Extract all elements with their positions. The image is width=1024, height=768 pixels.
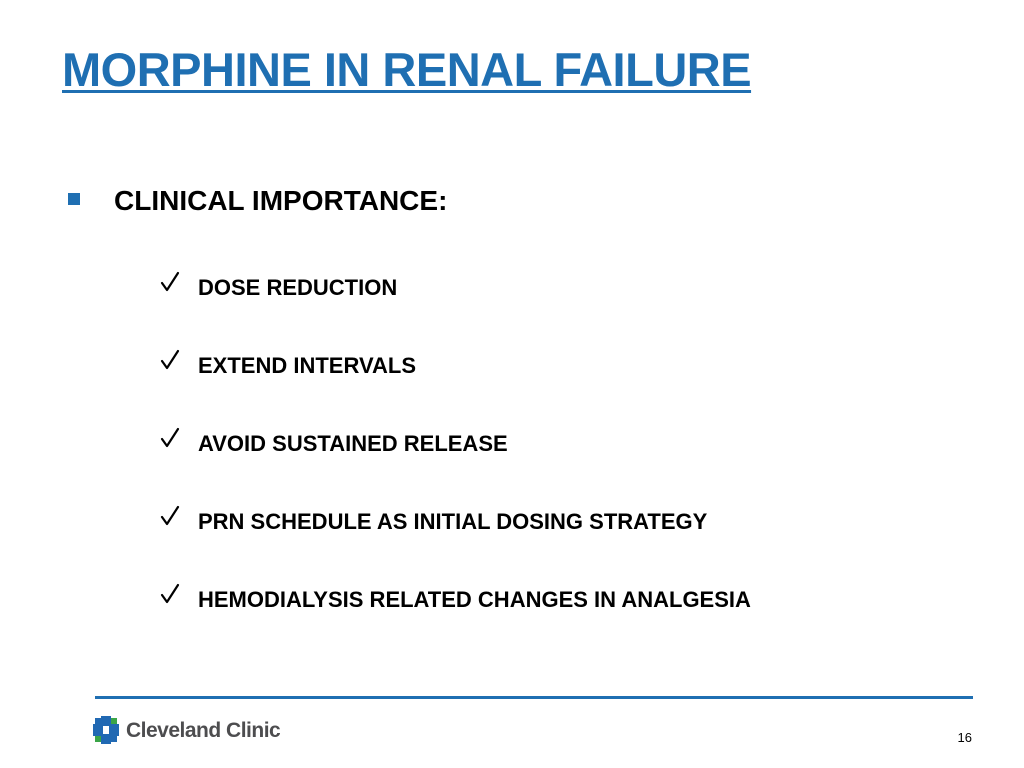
slide-title: MORPHINE IN RENAL FAILURE bbox=[62, 43, 752, 96]
checklist-item-text: AVOID SUSTAINED RELEASE bbox=[198, 431, 508, 456]
check-icon bbox=[160, 583, 180, 605]
checklist-item-text: HEMODIALYSIS RELATED CHANGES IN ANALGESIA bbox=[198, 587, 751, 612]
check-icon bbox=[160, 505, 180, 527]
check-icon bbox=[160, 427, 180, 449]
page-number: 16 bbox=[957, 730, 972, 745]
checklist-item-text: EXTEND INTERVALS bbox=[198, 353, 416, 378]
check-icon bbox=[160, 349, 180, 371]
checklist-item-text: DOSE REDUCTION bbox=[198, 275, 398, 300]
footer-divider bbox=[95, 696, 973, 699]
square-bullet-icon bbox=[68, 193, 80, 205]
logo-text: Cleveland Clinic bbox=[126, 719, 281, 742]
check-icon bbox=[160, 271, 180, 293]
main-bullet-text: CLINICAL IMPORTANCE: bbox=[114, 185, 448, 216]
cleveland-clinic-logo-icon bbox=[93, 716, 119, 744]
checklist-item-text: PRN SCHEDULE AS INITIAL DOSING STRATEGY bbox=[198, 509, 708, 534]
